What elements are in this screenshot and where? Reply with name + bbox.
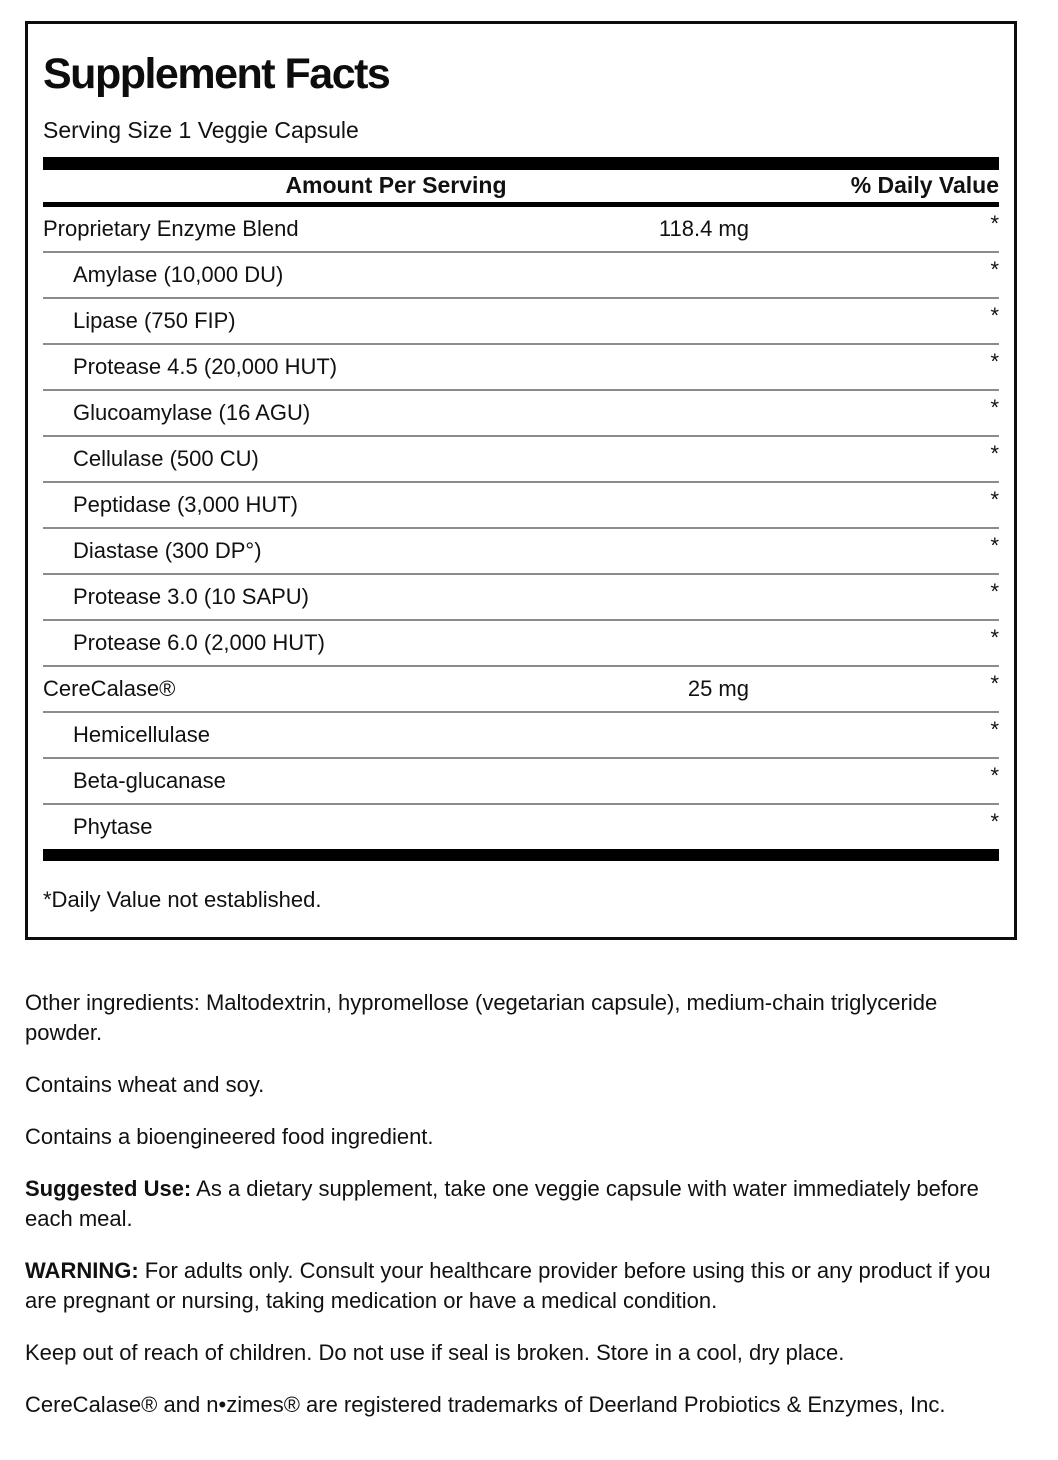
daily-value-asterisk: * [990,716,999,742]
daily-value-asterisk: * [990,440,999,466]
info-paragraph [25,988,1015,1048]
table-row [43,435,999,481]
paragraph-text: Keep out of reach of children. Do not use if seal is broken. Store in a cool, dry place. [25,1340,845,1365]
daily-value-asterisk: * [990,762,999,788]
daily-value-asterisk: * [990,808,999,834]
daily-value-asterisk: * [990,486,999,512]
ingredient-name: Glucoamylase (16 AGU) [73,399,311,425]
header-daily-value: % Daily Value [850,172,999,199]
table-row [43,251,999,297]
paragraph-text: CereCalase® and n•zimes® are registered trademarks of Deerland Probiotics & Enzymes, Inc. [25,1392,946,1417]
panel-title: Supplement Facts [43,50,390,98]
ingredient-name: Proprietary Enzyme Blend [43,215,299,241]
paragraph-text: Contains wheat and soy. [25,1072,265,1097]
ingredient-name: Cellulase (500 CU) [73,445,259,471]
ingredient-table [43,207,999,849]
daily-value-asterisk: * [990,394,999,420]
daily-value-asterisk: * [990,256,999,282]
daily-value-asterisk: * [990,624,999,650]
ingredient-name: Protease 6.0 (2,000 HUT) [73,629,325,655]
ingredient-name: Lipase (750 FIP) [73,307,236,333]
ingredient-name: Phytase [73,813,153,839]
serving-size: Serving Size 1 Veggie Capsule [43,117,359,144]
daily-value-asterisk: * [990,210,999,236]
table-row [43,297,999,343]
ingredient-name: Protease 3.0 (10 SAPU) [73,583,310,609]
ingredient-name: Hemicellulase [73,721,210,747]
ingredient-name: Protease 4.5 (20,000 HUT) [73,353,338,379]
table-row [43,757,999,803]
table-row [43,343,999,389]
supplement-facts-panel [25,21,1017,940]
paragraph-text: For adults only. Consult your healthcare provider before using this or any product if you are pregnant or nursing, taking medication or have a medical condition. [25,1258,991,1313]
divider-thick-bottom [43,849,999,861]
paragraph-text: Other ingredients: Maltodextrin, hypromellose (vegetarian capsule), medium-chain triglyceride powder. [25,990,938,1045]
paragraph-text: As a dietary supplement, take one veggie capsule with water immediately before each meal. [25,1176,979,1231]
table-row [43,527,999,573]
table-row [43,573,999,619]
table-row [43,803,999,849]
daily-value-asterisk: * [990,302,999,328]
info-paragraph [25,1256,1015,1316]
ingredient-name: Diastase (300 DP°) [73,537,262,563]
info-paragraph [25,1338,1015,1368]
table-header [43,170,999,202]
divider-thick-top [43,157,999,170]
table-row [43,389,999,435]
table-row [43,711,999,757]
ingredient-name: Peptidase (3,000 HUT) [73,491,298,517]
table-row [43,481,999,527]
info-paragraph [25,1070,1015,1100]
info-paragraph [25,1390,1015,1420]
ingredient-amount: 25 mg [687,675,749,701]
info-paragraphs [25,988,1015,1442]
table-row [43,207,999,251]
daily-value-asterisk: * [990,348,999,374]
paragraph-lead: WARNING: [25,1258,139,1283]
ingredient-name: CereCalase® [43,675,176,701]
header-amount-per-serving: Amount Per Serving [285,172,507,199]
info-paragraph [25,1122,1015,1152]
ingredient-name: Amylase (10,000 DU) [73,261,284,287]
ingredient-name: Beta-glucanase [73,767,226,793]
paragraph-lead: Suggested Use: [25,1176,192,1201]
table-row [43,665,999,711]
ingredient-amount: 118.4 mg [658,215,749,241]
table-row [43,619,999,665]
daily-value-footnote: *Daily Value not established. [43,886,322,912]
daily-value-asterisk: * [990,532,999,558]
daily-value-asterisk: * [990,670,999,696]
info-paragraph [25,1174,1015,1234]
daily-value-asterisk: * [990,578,999,604]
paragraph-text: Contains a bioengineered food ingredient. [25,1124,434,1149]
